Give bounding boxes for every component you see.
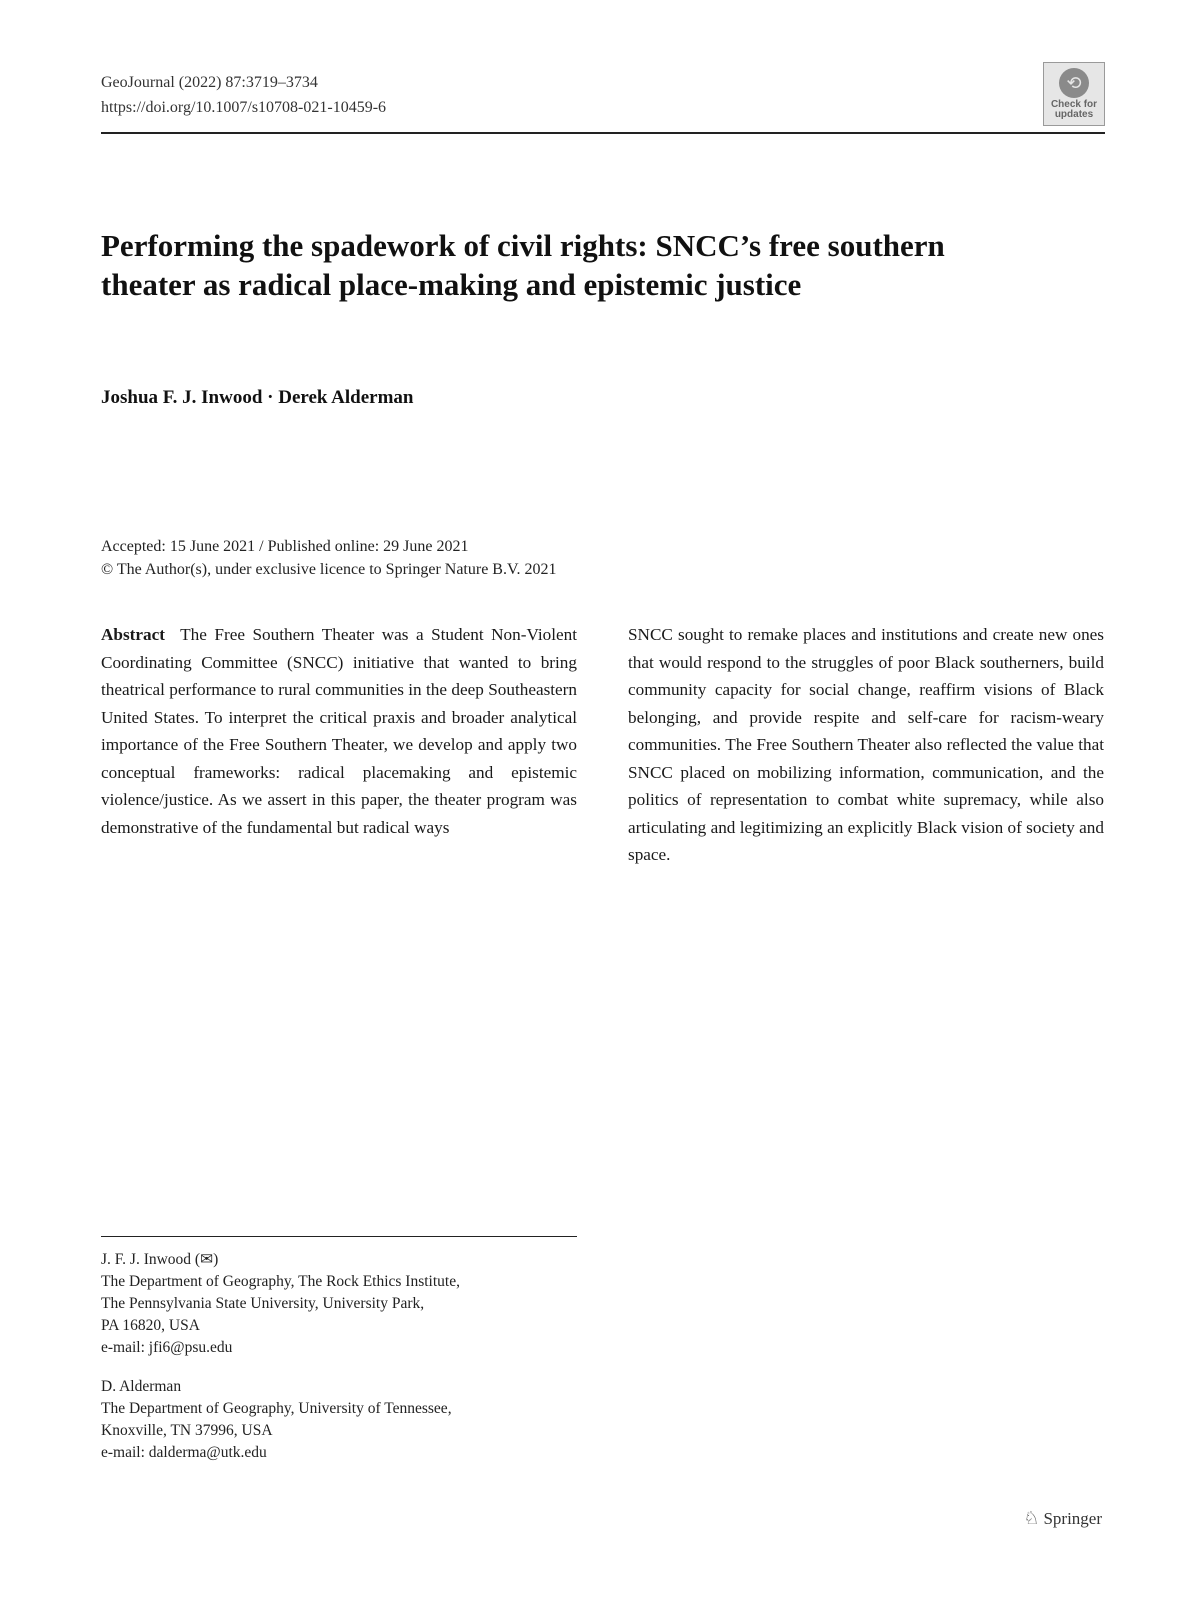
springer-horse-icon: ♘ xyxy=(1023,1508,1040,1529)
affiliation-email[interactable]: e-mail: dalderma@utk.edu xyxy=(101,1444,267,1461)
affiliation-line: The Pennsylvania State University, University Park, xyxy=(101,1295,425,1312)
doi-link[interactable]: https://doi.org/10.1007/s10708-021-10459-6 xyxy=(101,99,387,116)
affiliation-name: D. Alderman xyxy=(101,1378,182,1395)
publisher-logo xyxy=(1023,1507,1102,1531)
page-header xyxy=(101,70,1105,134)
affiliation-line: PA 16820, USA xyxy=(101,1317,200,1334)
author-list: Joshua F. J. Inwood · Derek Alderman xyxy=(101,387,414,408)
badge-label: Check for updates xyxy=(1050,99,1098,120)
check-for-updates-badge[interactable] xyxy=(1043,62,1105,126)
abstract-right-column xyxy=(628,621,1104,869)
publisher-name: Springer xyxy=(1043,1509,1102,1528)
affiliation-alderman xyxy=(101,1376,452,1464)
footnote-divider xyxy=(101,1236,577,1237)
affiliation-line: Knoxville, TN 37996, USA xyxy=(101,1422,273,1439)
affiliation-line: The Department of Geography, The Rock Ethics Institute, xyxy=(101,1273,460,1290)
crossmark-icon: ⟲ xyxy=(1059,68,1089,98)
publication-dates: Accepted: 15 June 2021 / Published online: 29 June 2021 xyxy=(101,538,469,555)
copyright-notice: © The Author(s), under exclusive licence to Springer Nature B.V. 2021 xyxy=(101,561,557,578)
affiliation-inwood xyxy=(101,1249,460,1359)
affiliation-name: J. F. J. Inwood (✉) xyxy=(101,1251,219,1268)
article-title: Performing the spadework of civil rights: SNCC’s free southern theater as radical place-making and epistemic justice xyxy=(101,228,945,302)
abstract-left-column xyxy=(101,621,577,841)
abstract-label: Abstract xyxy=(101,625,165,644)
abstract-text-part2: SNCC sought to remake places and institutions and create new ones that would respond to the struggles of poor Black southerners, build community capacity for social change, reaffirm visions of Black belonging, and provide respite and self-care for racism-weary communities. The Free Southern Theater also reflected the value that SNCC placed on mobilizing information, communication, and the politics of representation to combat white supremacy, while also articulating and legitimizing an explicitly Black vision of society and space. xyxy=(628,625,1104,864)
journal-citation: GeoJournal (2022) 87:3719–3734 xyxy=(101,74,318,91)
affiliation-email[interactable]: e-mail: jfi6@psu.edu xyxy=(101,1339,233,1356)
abstract-text-part1: The Free Southern Theater was a Student Non-Violent Coordinating Committee (SNCC) initiative that wanted to bring theatrical performance to rural communities in the deep Southeastern United States. To interpret the critical praxis and broader analytical importance of the Free Southern Theater, we develop and apply two conceptual frameworks: radical placemaking and epistemic violence/justice. As we assert in this paper, the theater program was demonstrative of the fundamental but radical ways xyxy=(101,625,577,837)
affiliation-line: The Department of Geography, University of Tennessee, xyxy=(101,1400,452,1417)
